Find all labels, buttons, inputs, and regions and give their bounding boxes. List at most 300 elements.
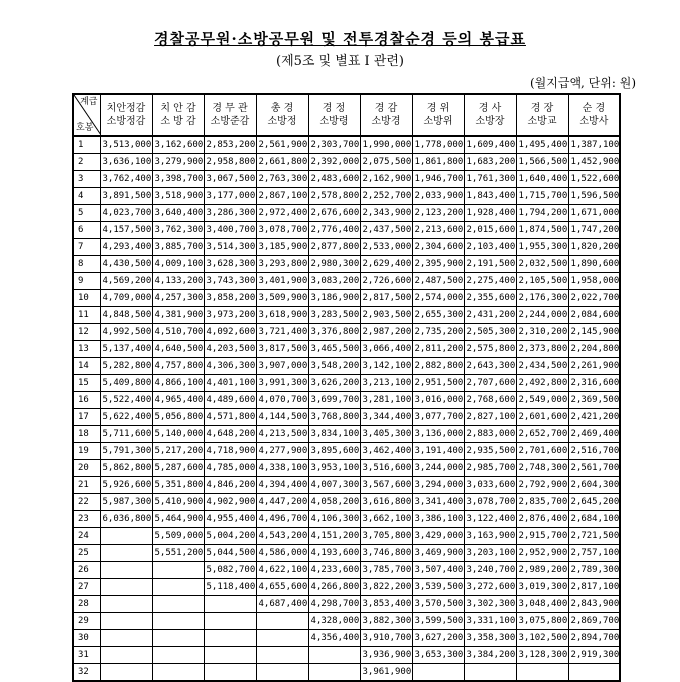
salary-cell: 2,369,500	[568, 392, 620, 409]
salary-cell: 5,044,500	[204, 545, 256, 562]
step-number-cell: 12	[73, 324, 100, 341]
salary-cell: 3,514,300	[204, 239, 256, 256]
salary-cell: 3,283,500	[308, 307, 360, 324]
salary-cell: 2,972,400	[256, 205, 308, 222]
salary-cell: 3,075,800	[516, 613, 568, 630]
salary-cell: 5,140,000	[152, 426, 204, 443]
salary-cell	[100, 545, 152, 562]
salary-cell: 3,817,500	[256, 341, 308, 358]
salary-cell: 5,551,200	[152, 545, 204, 562]
salary-cell: 2,867,100	[256, 188, 308, 205]
salary-cell: 5,622,400	[100, 409, 152, 426]
salary-cell: 4,648,200	[204, 426, 256, 443]
salary-cell: 4,293,400	[100, 239, 152, 256]
salary-cell: 3,907,000	[256, 358, 308, 375]
table-row	[73, 545, 620, 562]
salary-cell	[464, 664, 516, 682]
salary-cell: 1,671,000	[568, 205, 620, 222]
column-header-label: 경 정 소방령	[319, 103, 349, 127]
salary-cell: 3,853,400	[360, 596, 412, 613]
salary-cell: 2,434,500	[516, 358, 568, 375]
corner-rank-label: 계급	[80, 97, 98, 107]
salary-cell: 2,204,800	[568, 341, 620, 358]
table-row	[73, 136, 620, 154]
salary-cell: 3,186,900	[308, 290, 360, 307]
salary-cell: 4,092,600	[204, 324, 256, 341]
step-number-cell: 17	[73, 409, 100, 426]
salary-cell: 1,640,400	[516, 171, 568, 188]
salary-cell: 5,464,900	[152, 511, 204, 528]
salary-cell: 1,778,000	[412, 136, 464, 154]
table-row	[73, 256, 620, 273]
salary-cell: 3,885,700	[152, 239, 204, 256]
table-row	[73, 579, 620, 596]
salary-cell: 4,328,000	[308, 613, 360, 630]
salary-cell: 3,662,100	[360, 511, 412, 528]
salary-cell: 4,009,100	[152, 256, 204, 273]
salary-cell: 3,162,600	[152, 136, 204, 154]
column-header	[464, 94, 516, 136]
salary-cell: 3,953,100	[308, 460, 360, 477]
salary-cell: 3,507,400	[412, 562, 464, 579]
salary-cell: 2,561,700	[568, 460, 620, 477]
salary-cell: 5,926,600	[100, 477, 152, 494]
page-subtitle: (제5조 및 별표 Ⅰ 관련)	[276, 54, 404, 69]
salary-cell: 3,102,500	[516, 630, 568, 647]
salary-cell	[100, 630, 152, 647]
salary-cell	[152, 596, 204, 613]
step-number-cell: 24	[73, 528, 100, 545]
salary-cell: 4,622,100	[256, 562, 308, 579]
table-row	[73, 358, 620, 375]
salary-cell: 2,469,400	[568, 426, 620, 443]
salary-cell: 5,862,800	[100, 460, 152, 477]
salary-cell	[568, 664, 620, 682]
step-number-cell: 9	[73, 273, 100, 290]
salary-cell: 2,578,800	[308, 188, 360, 205]
salary-cell: 2,629,400	[360, 256, 412, 273]
step-number-cell: 26	[73, 562, 100, 579]
salary-cell	[100, 647, 152, 664]
salary-cell: 3,066,400	[360, 341, 412, 358]
salary-cell: 5,509,000	[152, 528, 204, 545]
salary-cell: 4,157,500	[100, 222, 152, 239]
salary-cell: 4,277,900	[256, 443, 308, 460]
salary-cell: 4,257,300	[152, 290, 204, 307]
table-row	[73, 239, 620, 256]
column-header-label: 치안정감 소방정감	[106, 103, 146, 127]
table-row	[73, 188, 620, 205]
salary-cell: 2,661,800	[256, 154, 308, 171]
salary-cell: 4,571,800	[204, 409, 256, 426]
salary-cell: 2,075,500	[360, 154, 412, 171]
salary-cell: 3,405,300	[360, 426, 412, 443]
salary-cell: 2,792,900	[516, 477, 568, 494]
salary-cell: 2,684,100	[568, 511, 620, 528]
salary-cell: 5,409,800	[100, 375, 152, 392]
salary-cell: 5,791,300	[100, 443, 152, 460]
salary-cell: 4,394,400	[256, 477, 308, 494]
salary-cell: 3,618,900	[256, 307, 308, 324]
table-row	[73, 596, 620, 613]
salary-cell: 4,023,700	[100, 205, 152, 222]
salary-cell: 5,137,400	[100, 341, 152, 358]
salary-cell: 2,882,800	[412, 358, 464, 375]
salary-cell: 3,743,300	[204, 273, 256, 290]
salary-cell: 4,266,800	[308, 579, 360, 596]
salary-cell: 4,489,600	[204, 392, 256, 409]
salary-cell: 2,516,700	[568, 443, 620, 460]
salary-cell: 4,718,900	[204, 443, 256, 460]
salary-cell: 2,304,600	[412, 239, 464, 256]
salary-cell: 3,279,900	[152, 154, 204, 171]
salary-cell: 2,768,600	[464, 392, 516, 409]
column-header	[360, 94, 412, 136]
salary-cell: 3,240,700	[464, 562, 516, 579]
salary-cell: 1,820,200	[568, 239, 620, 256]
salary-cell: 3,599,500	[412, 613, 464, 630]
salary-cell: 4,430,500	[100, 256, 152, 273]
step-number-cell: 27	[73, 579, 100, 596]
salary-cell: 2,176,300	[516, 290, 568, 307]
salary-cell: 2,817,100	[568, 579, 620, 596]
salary-cell: 3,822,200	[360, 579, 412, 596]
salary-cell: 3,128,300	[516, 647, 568, 664]
salary-cell: 2,935,500	[464, 443, 516, 460]
salary-cell: 2,373,800	[516, 341, 568, 358]
column-header	[100, 94, 152, 136]
salary-cell: 3,384,200	[464, 647, 516, 664]
salary-cell: 2,776,400	[308, 222, 360, 239]
salary-cell: 3,628,300	[204, 256, 256, 273]
salary-cell	[204, 596, 256, 613]
salary-cell: 2,492,800	[516, 375, 568, 392]
salary-cell: 3,272,600	[464, 579, 516, 596]
salary-cell: 3,386,100	[412, 511, 464, 528]
salary-cell: 3,616,800	[360, 494, 412, 511]
salary-cell: 2,652,700	[516, 426, 568, 443]
step-number-cell: 13	[73, 341, 100, 358]
salary-cell: 4,846,200	[204, 477, 256, 494]
salary-cell	[256, 613, 308, 630]
salary-cell: 4,306,300	[204, 358, 256, 375]
salary-cell: 3,376,800	[308, 324, 360, 341]
salary-cell: 4,866,100	[152, 375, 204, 392]
salary-cell: 4,151,200	[308, 528, 360, 545]
salary-cell: 2,827,100	[464, 409, 516, 426]
salary-cell: 3,548,200	[308, 358, 360, 375]
salary-cell: 2,575,800	[464, 341, 516, 358]
salary-cell: 2,877,800	[308, 239, 360, 256]
salary-cell: 4,106,300	[308, 511, 360, 528]
salary-cell: 1,715,700	[516, 188, 568, 205]
step-number-cell: 5	[73, 205, 100, 222]
salary-cell: 2,549,000	[516, 392, 568, 409]
salary-cell: 3,083,200	[308, 273, 360, 290]
salary-cell	[204, 613, 256, 630]
step-number-cell: 18	[73, 426, 100, 443]
table-row	[73, 494, 620, 511]
salary-cell: 1,861,800	[412, 154, 464, 171]
table-row	[73, 426, 620, 443]
salary-cell: 3,910,700	[360, 630, 412, 647]
salary-cell: 3,936,900	[360, 647, 412, 664]
salary-cell: 2,763,300	[256, 171, 308, 188]
salary-cell: 3,281,100	[360, 392, 412, 409]
salary-cell: 2,015,600	[464, 222, 516, 239]
salary-cell: 2,869,700	[568, 613, 620, 630]
table-row	[73, 647, 620, 664]
salary-cell: 2,303,700	[308, 136, 360, 154]
salary-cell: 3,400,700	[204, 222, 256, 239]
salary-cell: 3,858,200	[204, 290, 256, 307]
salary-cell	[516, 664, 568, 682]
step-number-cell: 31	[73, 647, 100, 664]
column-header-label: 경 감 소방경	[371, 103, 401, 127]
column-header	[308, 94, 360, 136]
salary-cell: 2,903,500	[360, 307, 412, 324]
step-number-cell: 14	[73, 358, 100, 375]
salary-cell: 2,853,200	[204, 136, 256, 154]
salary-cell: 3,705,800	[360, 528, 412, 545]
salary-cell: 3,213,100	[360, 375, 412, 392]
salary-cell: 2,316,600	[568, 375, 620, 392]
salary-table	[72, 93, 621, 682]
salary-cell: 2,022,700	[568, 290, 620, 307]
salary-cell: 2,244,000	[516, 307, 568, 324]
salary-cell: 2,487,500	[412, 273, 464, 290]
salary-cell: 1,794,200	[516, 205, 568, 222]
column-header-label: 순 경 소방사	[579, 103, 609, 127]
salary-cell: 5,056,800	[152, 409, 204, 426]
table-row	[73, 307, 620, 324]
salary-cell	[204, 664, 256, 682]
salary-cell: 3,895,600	[308, 443, 360, 460]
salary-cell	[100, 579, 152, 596]
salary-cell: 3,626,200	[308, 375, 360, 392]
salary-cell: 3,344,400	[360, 409, 412, 426]
table-row	[73, 664, 620, 682]
salary-cell: 2,655,300	[412, 307, 464, 324]
salary-cell: 4,569,200	[100, 273, 152, 290]
salary-cell: 3,746,800	[360, 545, 412, 562]
step-number-cell: 22	[73, 494, 100, 511]
salary-cell: 1,683,200	[464, 154, 516, 171]
salary-cell: 3,016,000	[412, 392, 464, 409]
salary-cell: 3,191,400	[412, 443, 464, 460]
salary-cell: 4,447,200	[256, 494, 308, 511]
salary-cell	[152, 664, 204, 682]
table-row	[73, 324, 620, 341]
salary-cell: 3,627,200	[412, 630, 464, 647]
table-row	[73, 273, 620, 290]
salary-cell: 3,973,200	[204, 307, 256, 324]
salary-cell: 3,177,000	[204, 188, 256, 205]
salary-cell: 2,980,300	[308, 256, 360, 273]
salary-cell	[412, 664, 464, 682]
salary-cell: 1,890,600	[568, 256, 620, 273]
salary-cell: 2,033,900	[412, 188, 464, 205]
salary-cell: 2,951,500	[412, 375, 464, 392]
salary-cell: 4,203,500	[204, 341, 256, 358]
salary-cell	[152, 630, 204, 647]
salary-cell	[100, 664, 152, 682]
salary-cell: 2,707,600	[464, 375, 516, 392]
salary-cell: 2,789,300	[568, 562, 620, 579]
salary-cell: 3,341,400	[412, 494, 464, 511]
salary-cell: 4,992,500	[100, 324, 152, 341]
salary-cell: 5,004,200	[204, 528, 256, 545]
column-header-label: 경 위 소방위	[423, 103, 453, 127]
column-header-label: 경 사 소방장	[475, 103, 505, 127]
salary-cell: 4,496,700	[256, 511, 308, 528]
salary-cell: 4,007,300	[308, 477, 360, 494]
step-number-cell: 8	[73, 256, 100, 273]
salary-cell: 2,843,900	[568, 596, 620, 613]
salary-cell: 4,070,700	[256, 392, 308, 409]
salary-cell	[100, 613, 152, 630]
salary-cell: 2,437,500	[360, 222, 412, 239]
salary-cell: 3,882,300	[360, 613, 412, 630]
step-number-cell: 2	[73, 154, 100, 171]
step-number-cell: 29	[73, 613, 100, 630]
column-header-label: 경 무 관 소방준감	[210, 103, 250, 127]
salary-cell: 2,191,500	[464, 256, 516, 273]
salary-cell: 2,483,600	[308, 171, 360, 188]
column-header-label: 총 경 소방정	[267, 103, 297, 127]
salary-cell	[204, 630, 256, 647]
salary-cell: 5,118,400	[204, 579, 256, 596]
salary-cell: 4,193,600	[308, 545, 360, 562]
table-row	[73, 290, 620, 307]
salary-cell: 3,785,700	[360, 562, 412, 579]
salary-cell: 1,566,500	[516, 154, 568, 171]
corner-header-cell	[73, 94, 100, 136]
corner-step-label: 호봉	[76, 123, 94, 133]
table-row	[73, 154, 620, 171]
column-header	[204, 94, 256, 136]
salary-cell	[152, 613, 204, 630]
salary-cell: 1,955,300	[516, 239, 568, 256]
salary-cell: 3,122,400	[464, 511, 516, 528]
salary-cell: 2,395,900	[412, 256, 464, 273]
salary-cell: 1,761,300	[464, 171, 516, 188]
salary-cell	[308, 647, 360, 664]
table-row	[73, 477, 620, 494]
step-number-cell: 6	[73, 222, 100, 239]
salary-cell: 5,351,800	[152, 477, 204, 494]
column-header	[568, 94, 620, 136]
salary-cell: 3,762,400	[100, 171, 152, 188]
salary-cell: 2,574,000	[412, 290, 464, 307]
salary-cell: 3,185,900	[256, 239, 308, 256]
salary-cell: 2,252,700	[360, 188, 412, 205]
salary-cell: 5,082,700	[204, 562, 256, 579]
salary-cell: 2,748,300	[516, 460, 568, 477]
table-row	[73, 392, 620, 409]
salary-cell: 2,392,000	[308, 154, 360, 171]
salary-cell	[256, 647, 308, 664]
step-number-cell: 7	[73, 239, 100, 256]
salary-cell: 2,757,100	[568, 545, 620, 562]
salary-cell: 1,928,400	[464, 205, 516, 222]
salary-cell: 3,469,900	[412, 545, 464, 562]
salary-cell: 2,987,200	[360, 324, 412, 341]
salary-cell	[100, 596, 152, 613]
salary-cell: 1,946,700	[412, 171, 464, 188]
salary-cell: 2,645,200	[568, 494, 620, 511]
salary-cell: 1,958,000	[568, 273, 620, 290]
salary-cell: 3,513,000	[100, 136, 152, 154]
salary-cell: 3,358,300	[464, 630, 516, 647]
salary-cell: 3,203,100	[464, 545, 516, 562]
salary-cell: 4,356,400	[308, 630, 360, 647]
column-header-label: 경 장 소방교	[527, 103, 557, 127]
salary-cell: 2,915,700	[516, 528, 568, 545]
salary-cell: 3,067,500	[204, 171, 256, 188]
salary-cell: 3,640,400	[152, 205, 204, 222]
salary-cell: 2,726,600	[360, 273, 412, 290]
step-number-cell: 11	[73, 307, 100, 324]
unit-note: (월지급액, 단위: 원)	[530, 76, 636, 90]
salary-cell: 4,640,500	[152, 341, 204, 358]
table-row	[73, 205, 620, 222]
salary-cell: 4,655,600	[256, 579, 308, 596]
salary-cell: 2,343,900	[360, 205, 412, 222]
salary-cell: 3,294,000	[412, 477, 464, 494]
salary-cell: 1,452,900	[568, 154, 620, 171]
salary-cell: 3,570,500	[412, 596, 464, 613]
column-header	[152, 94, 204, 136]
salary-cell: 2,835,700	[516, 494, 568, 511]
salary-cell: 2,958,800	[204, 154, 256, 171]
salary-cell: 3,078,700	[256, 222, 308, 239]
salary-cell	[256, 664, 308, 682]
salary-cell	[152, 647, 204, 664]
salary-cell: 4,338,100	[256, 460, 308, 477]
salary-cell: 1,522,600	[568, 171, 620, 188]
salary-cell: 4,965,400	[152, 392, 204, 409]
salary-cell: 3,518,900	[152, 188, 204, 205]
salary-cell: 3,699,700	[308, 392, 360, 409]
salary-cell: 2,721,500	[568, 528, 620, 545]
salary-cell: 3,762,300	[152, 222, 204, 239]
table-row	[73, 222, 620, 239]
step-number-cell: 30	[73, 630, 100, 647]
page-title: 경찰공무원·소방공무원 및 전투경찰순경 등의 봉급표	[154, 30, 526, 48]
salary-cell: 1,596,500	[568, 188, 620, 205]
step-number-cell: 10	[73, 290, 100, 307]
salary-cell: 2,735,200	[412, 324, 464, 341]
salary-cell: 3,019,300	[516, 579, 568, 596]
salary-cell: 3,077,700	[412, 409, 464, 426]
salary-cell: 1,843,400	[464, 188, 516, 205]
step-number-cell: 25	[73, 545, 100, 562]
salary-cell: 4,848,500	[100, 307, 152, 324]
salary-cell: 4,785,000	[204, 460, 256, 477]
table-row	[73, 460, 620, 477]
salary-cell: 5,217,200	[152, 443, 204, 460]
step-number-cell: 19	[73, 443, 100, 460]
salary-cell: 5,287,600	[152, 460, 204, 477]
salary-cell: 3,401,900	[256, 273, 308, 290]
salary-cell: 2,032,500	[516, 256, 568, 273]
salary-cell: 2,811,200	[412, 341, 464, 358]
salary-cell: 5,522,400	[100, 392, 152, 409]
salary-cell: 3,636,100	[100, 154, 152, 171]
column-header	[516, 94, 568, 136]
salary-cell: 3,078,700	[464, 494, 516, 511]
